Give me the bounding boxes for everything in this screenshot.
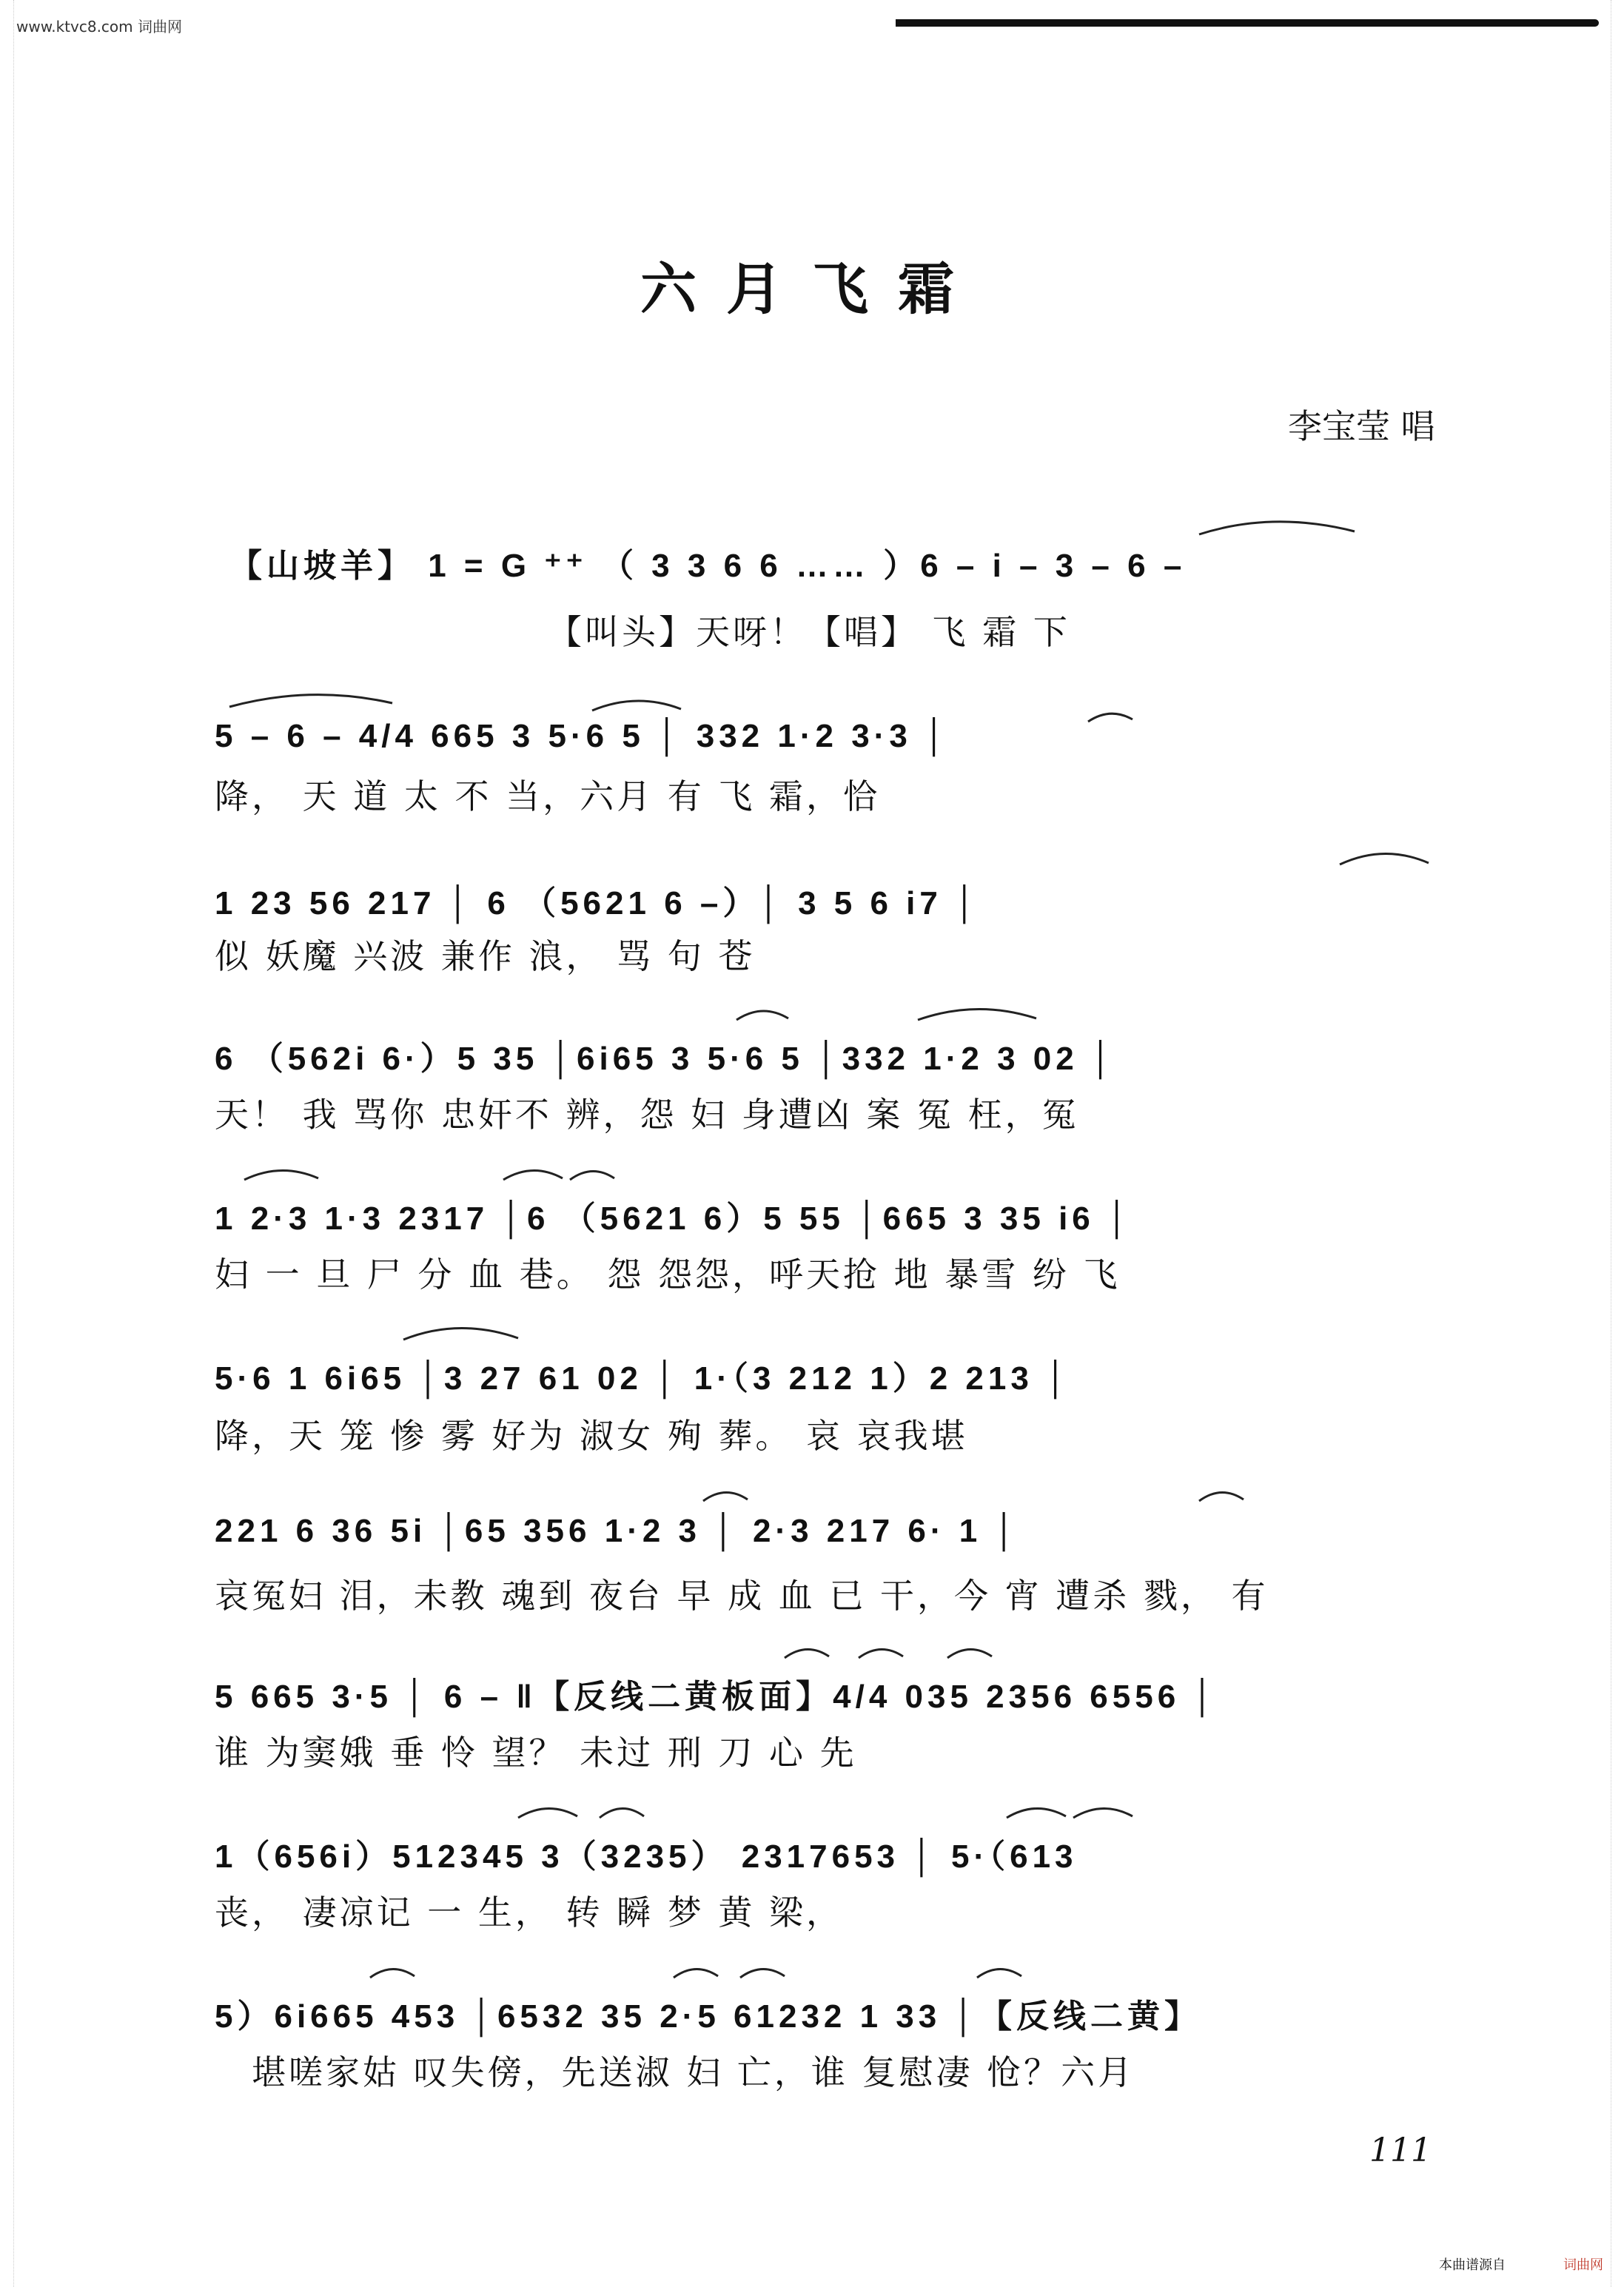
slur bbox=[600, 1808, 644, 1818]
website-watermark: www.ktvc8.com 词曲网 bbox=[16, 18, 183, 36]
slur bbox=[370, 1969, 415, 1978]
lyric-line-1: 【叫头】天呀！【唱】 飞 霜 下 bbox=[548, 612, 1070, 652]
lyric-line-4: 天！ 我 骂你 忠奸不 辨，怨 妇 身遭凶 案 冤 枉，冤 bbox=[215, 1095, 1079, 1135]
notation-line-4: 6 （562i 6·）5 35 │6i65 3 5·6 5 │332 1·2 3 02 │ bbox=[215, 1041, 1117, 1077]
notation-line-2: 5 – 6 – 4/4 665 3 5·6 5 │ 332 1·2 3·3 │ bbox=[215, 718, 950, 754]
lyric-line-5: 妇 一 旦 尸 分 血 巷。 怨 怨怨，呼天抢 地 暴雪 纷 飞 bbox=[215, 1255, 1121, 1294]
notation-line-9: 1（656i）512345 3（3235） 2317653 │ 5·（613 bbox=[215, 1838, 1078, 1875]
lyric-line-8: 谁 为窦娥 垂 怜 望？ 未过 刑 刀 心 先 bbox=[215, 1733, 857, 1773]
slur bbox=[1007, 1808, 1066, 1818]
footer-source-label: 本曲谱源自 bbox=[1439, 2257, 1506, 2273]
slur bbox=[1199, 1492, 1244, 1501]
lyric-line-2: 降， 天 道 太 不 当，六月 有 飞 霜，恰 bbox=[215, 776, 880, 816]
slur bbox=[859, 1649, 903, 1658]
notation-line-3: 1 23 56 217 │ 6 （5621 6 –）│ 3 5 6 i7 │ bbox=[215, 885, 981, 921]
slur bbox=[977, 1969, 1021, 1978]
slur bbox=[518, 1808, 577, 1818]
notation-line-8: 5 665 3·5 │ 6 – ‖【反线二黄板面】4/4 035 2356 6556 │ bbox=[215, 1679, 1218, 1715]
slur bbox=[1340, 853, 1429, 864]
slur bbox=[674, 1969, 718, 1978]
slur bbox=[736, 1011, 788, 1020]
slur bbox=[570, 1171, 614, 1180]
slur bbox=[1088, 713, 1133, 722]
footer-site-label: 词曲网 bbox=[1563, 2257, 1603, 2273]
slur bbox=[740, 1969, 785, 1978]
page-number: 111 bbox=[1369, 2132, 1432, 2169]
slur bbox=[403, 1328, 518, 1340]
notation-line-7: 221 6 36 5i │65 356 1·2 3 │ 2·3 217 6· 1 │ bbox=[215, 1513, 1020, 1549]
song-title: 六月飞霜 bbox=[640, 256, 984, 322]
slur bbox=[1199, 522, 1355, 534]
lyric-line-7: 哀冤妇 泪，未教 魂到 夜台 早 成 血 已 干，今 宵 遭杀 戮， 有 bbox=[215, 1576, 1269, 1616]
lyric-line-6: 降，天 笼 惨 雾 好为 淑女 殉 葬。 哀 哀我堪 bbox=[215, 1416, 968, 1456]
lyric-line-3: 似 妖魔 兴波 兼作 浪， 骂 句 苍 bbox=[215, 936, 756, 976]
singer-credit: 李宝莹 唱 bbox=[1288, 406, 1435, 446]
slur bbox=[1073, 1808, 1133, 1818]
slur bbox=[503, 1170, 563, 1180]
notation-line-5: 1 2·3 1·3 2317 │6 （5621 6）5 55 │665 3 35 i6 │ bbox=[215, 1200, 1133, 1237]
notation-line-10: 5）6i665 453 │6532 35 2·5 61232 1 33 │【反线二黄】 bbox=[215, 1998, 1201, 2035]
lyric-line-9: 丧， 凄凉记 一 生， 转 瞬 梦 黄 梁， bbox=[215, 1893, 843, 1932]
slur bbox=[229, 695, 392, 707]
slur bbox=[592, 701, 681, 711]
notation-line-6: 5·6 1 6i65 │3 27 61 02 │ 1·（3 212 1）2 213 │ bbox=[215, 1360, 1072, 1397]
slur bbox=[244, 1170, 318, 1180]
slur bbox=[703, 1492, 748, 1501]
slur bbox=[918, 1009, 1036, 1020]
lyric-line-10: 堪嗟家姑 叹失傍，先送淑 妇 亡，谁 复慰凄 怆？六月 bbox=[252, 2052, 1135, 2092]
notation-line-1: 【山坡羊】 1 = G ⁺⁺ （ 3 3 6 6 …… ）6 – i – 3 – 6 – bbox=[229, 548, 1187, 584]
slur bbox=[947, 1649, 992, 1658]
slur bbox=[785, 1649, 829, 1658]
